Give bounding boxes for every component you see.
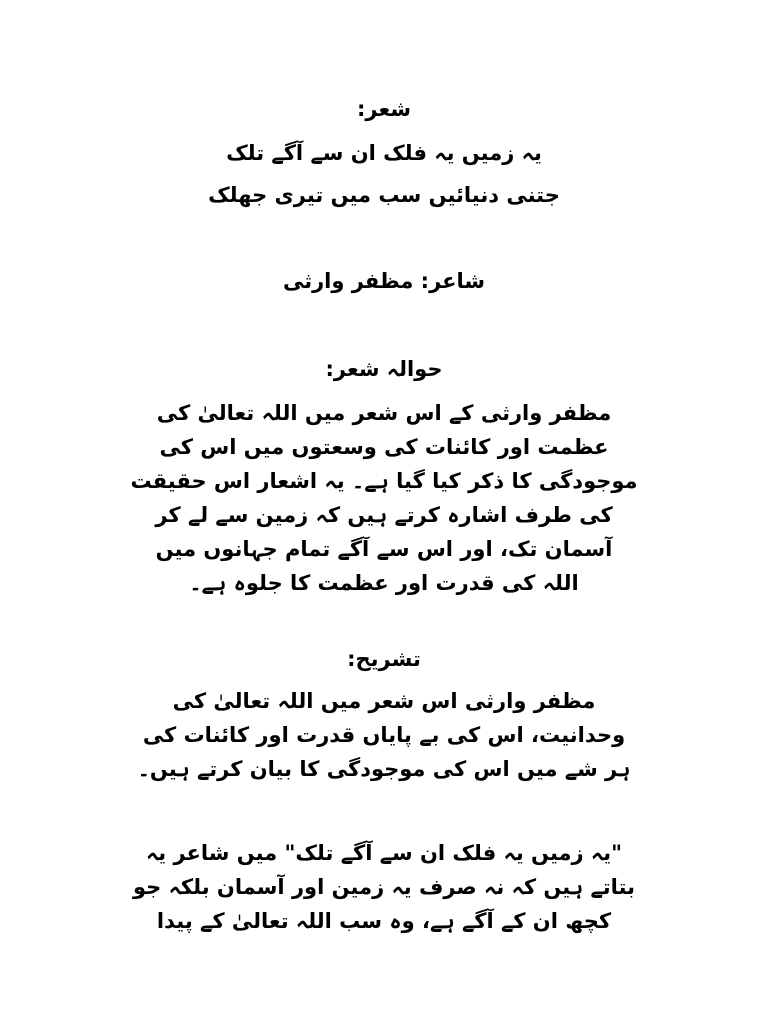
reference-heading: حوالہ شعر: — [325, 357, 443, 381]
explanation-line: وحدانیت، اس کی بے پایاں قدرت اور کائنات کی — [142, 723, 626, 747]
reference-line: کی طرف اشارہ کرتے ہیں کہ زمین سے لے کر — [155, 503, 613, 527]
reference-line: آسمان تک، اور اس سے آگے تمام جہانوں میں — [155, 537, 613, 561]
reference-line: موجودگی کا ذکر کیا گیا ہے۔ یہ اشعار اس حقیقت — [130, 469, 638, 493]
reference-line: عظمت اور کائنات کی وسعتوں میں اس کی — [159, 435, 609, 459]
poet-name: شاعر: مظفر وارثی — [282, 269, 486, 293]
reference-line: اللہ کی قدرت اور عظمت کا جلوہ ہے۔ — [189, 571, 579, 595]
reference-line: مظفر وارثی کے اس شعر میں اللہ تعالیٰ کی — [156, 401, 612, 425]
poem-line-2: جتنی دنیائیں سب میں تیری جھلک — [208, 183, 560, 207]
explanation-line: بتاتے ہیں کہ نہ صرف یہ زمین اور آسمان بلکہ جو — [133, 875, 635, 899]
explanation-line: کچھ ان کے آگے ہے، وہ سب اللہ تعالیٰ کے پیدا — [156, 909, 612, 933]
explanation-heading: تشریح: — [347, 647, 421, 671]
poem-heading: شعر: — [357, 97, 411, 121]
explanation-line: ہر شے میں اس کی موجودگی کا بیان کرتے ہیں۔ — [137, 757, 631, 781]
poem-line-1: یہ زمیں یہ فلک ان سے آگے تلک — [226, 141, 542, 165]
explanation-line: "یہ زمیں یہ فلک ان سے آگے تلک" میں شاعر یہ — [145, 841, 623, 865]
explanation-line: مظفر وارثی اس شعر میں اللہ تعالیٰ کی — [172, 689, 596, 713]
